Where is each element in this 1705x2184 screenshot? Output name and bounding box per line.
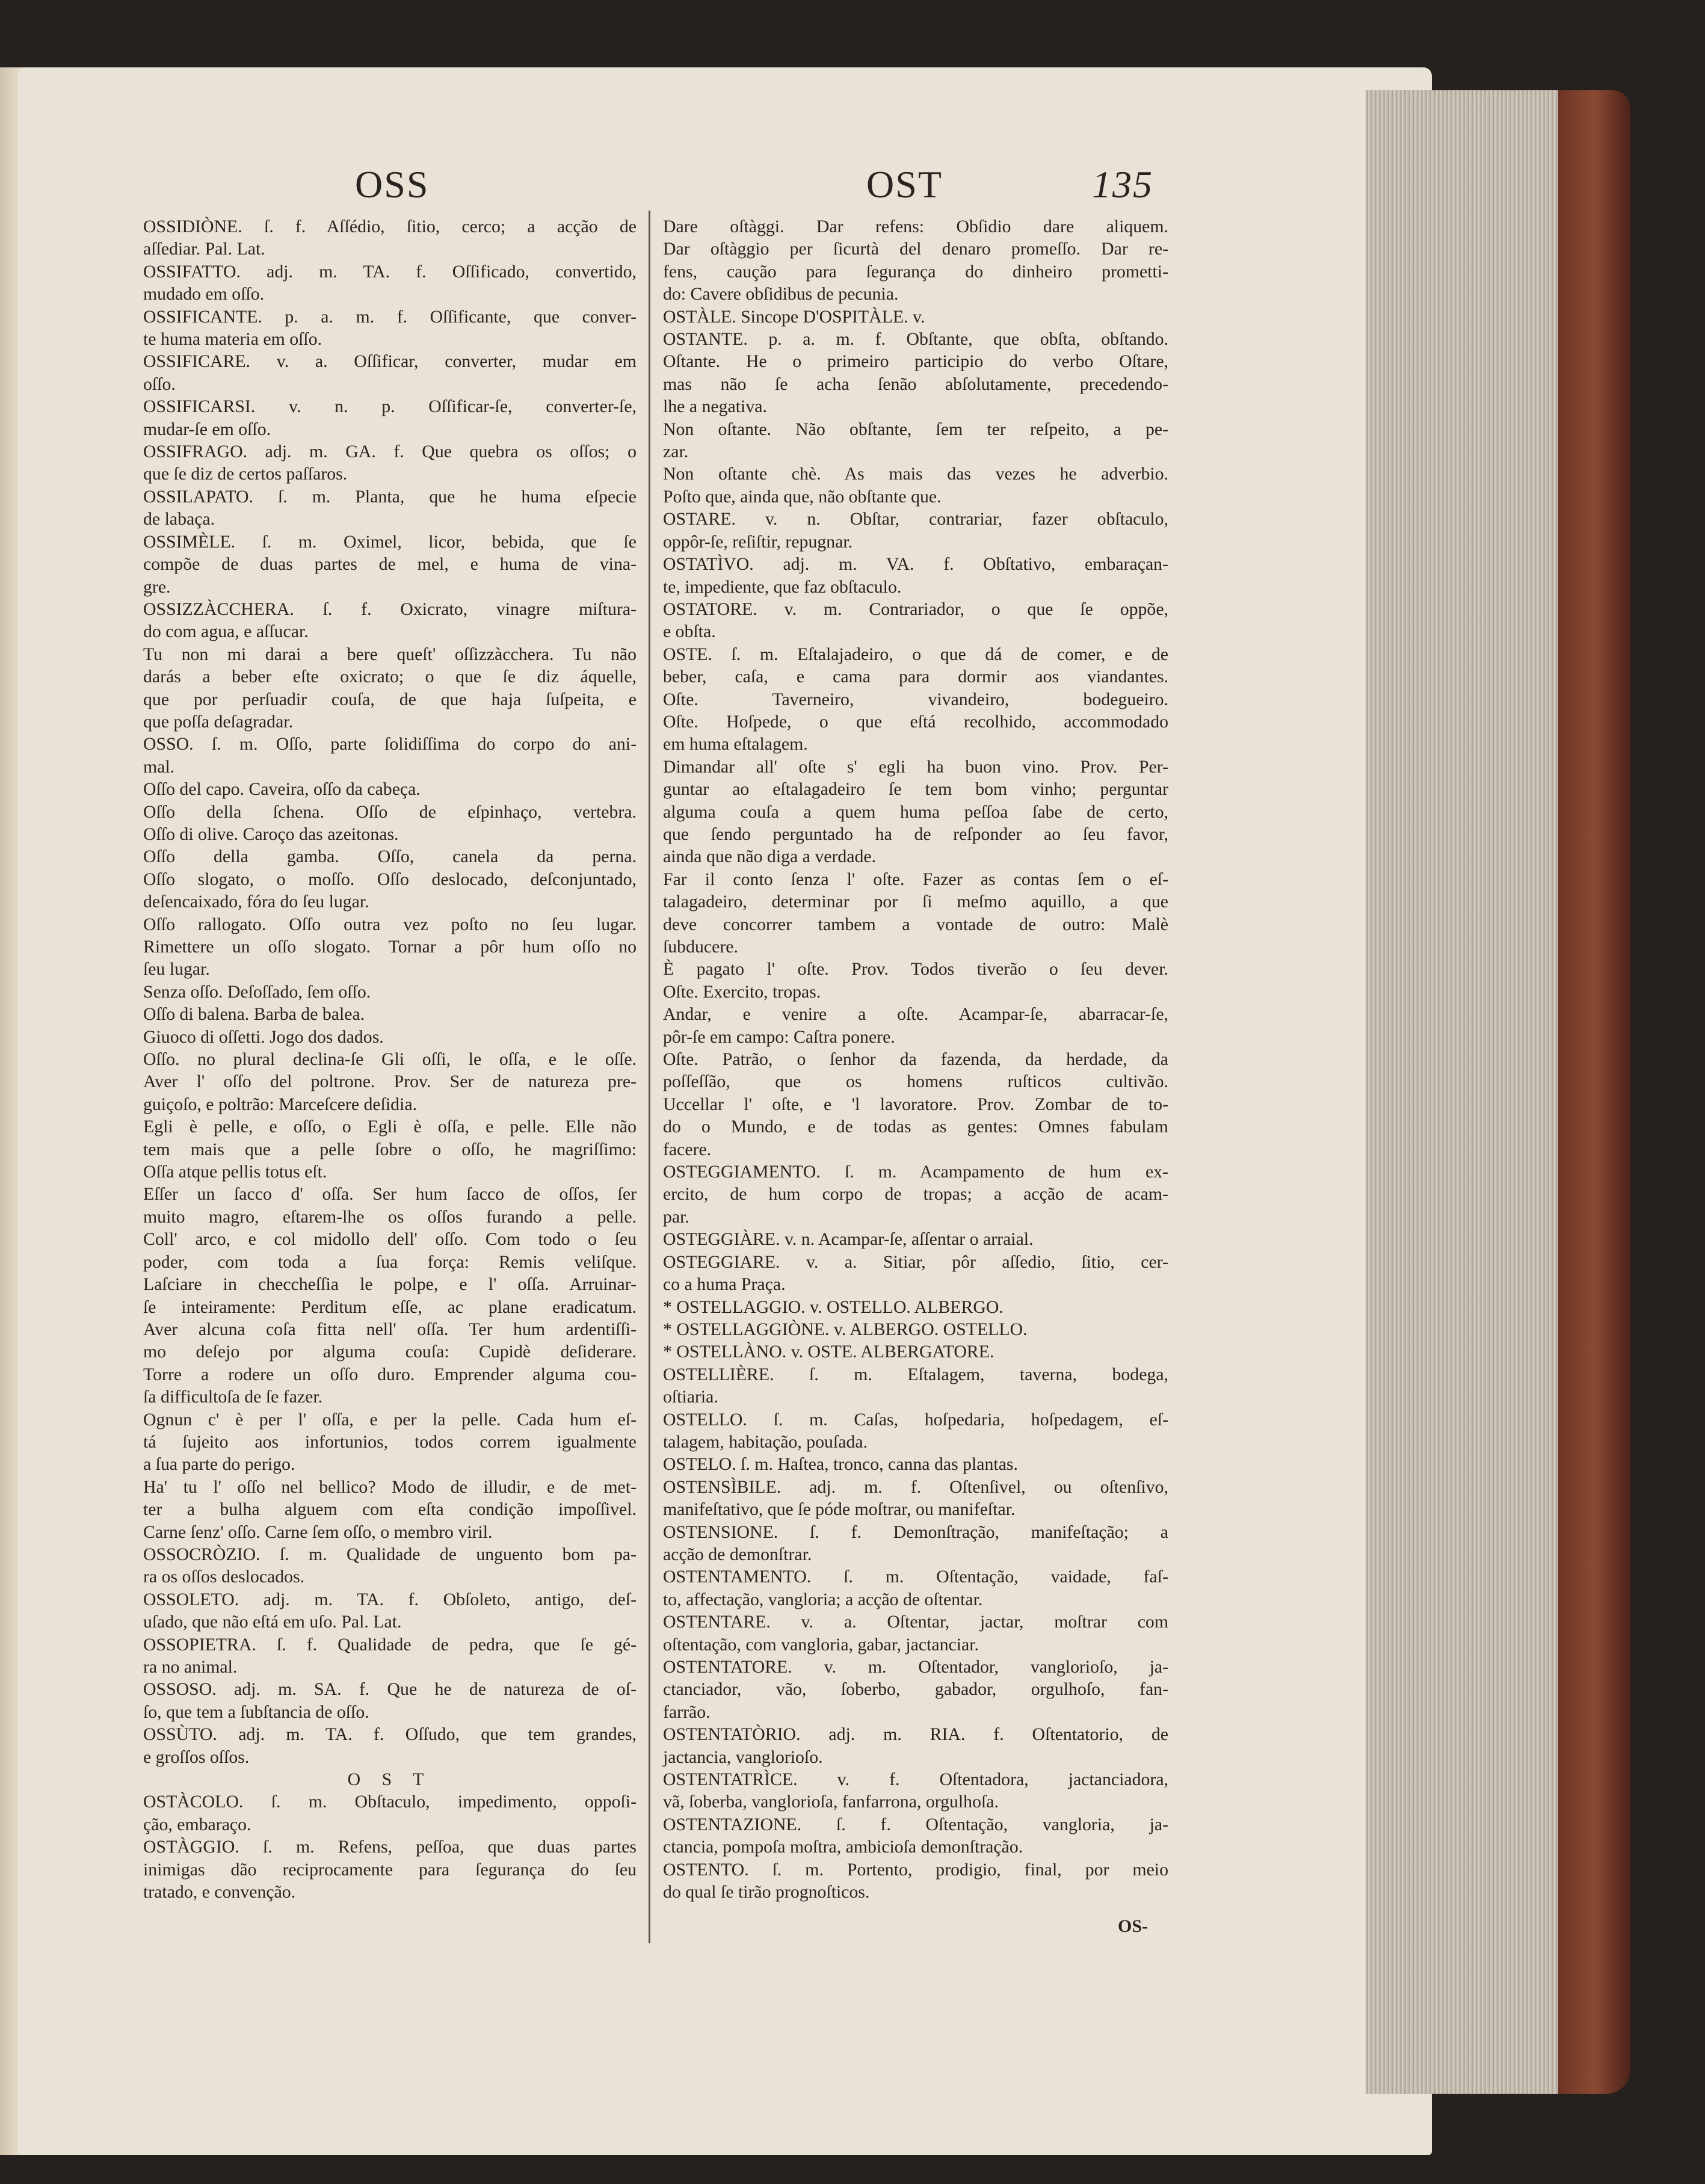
book-cover-edge [1558, 90, 1630, 2094]
text-line: Dare oſtàggi. Dar refens: Obſidio dare aliquem. [663, 217, 1168, 236]
text-line: È pagato l' oſte. Prov. Todos tiverão o ſeu dever. [663, 959, 1168, 979]
text-line: OSTENTO. ſ. m. Portento, prodigio, final, por meio [663, 1859, 1168, 1880]
text-line: lhe a negativa. [663, 396, 767, 417]
text-line: Oſſo rallogato. Oſſo outra vez poſto no ſeu lugar. [143, 914, 637, 934]
text-line: Non oſtante. Não obſtante, ſem ter reſpeito, a pe- [663, 419, 1168, 439]
text-line: Senza oſſo. Deſoſſado, ſem oſſo. [143, 981, 371, 1002]
text-line: alguma couſa a quem huma peſſoa ſabe de certo, [663, 801, 1168, 822]
text-line: OSTATORE. v. m. Contrariador, o que ſe oppõe, [663, 599, 1168, 619]
text-line: OSTELLIÈRE. ſ. m. Eſtalagem, taverna, bodega, [663, 1364, 1168, 1384]
text-line: mudado em oſſo. [143, 284, 265, 304]
text-line: em huma eſtalagem. [663, 734, 808, 754]
text-line: * OSTELLAGGIÒNE. v. ALBERGO. OSTELLO. [663, 1319, 1028, 1339]
text-line: OSSIFICARSI. v. n. p. Oſſificar-ſe, converter-ſe, [143, 396, 637, 417]
text-line: deve concorrer tambem a vontade de outro: Malè [663, 914, 1168, 934]
text-line: OSTEGGIÀRE. v. n. Acampar-ſe, aſſentar o arraial. [663, 1229, 1034, 1250]
text-line: mal. [143, 756, 175, 777]
text-line: do com agua, e aſſucar. [143, 622, 309, 642]
text-line: OSTELLO. ſ. m. Caſas, hoſpedaria, hoſpedagem, eſ- [663, 1409, 1168, 1430]
text-line: OSSIFICANTE. p. a. m. f. Oſſificante, que conver- [143, 306, 637, 327]
text-line: que ſe diz de certos paſſaros. [143, 464, 348, 484]
page-number: 135 [1092, 163, 1153, 206]
text-line: OSTENTAZIONE. ſ. f. Oſtentação, vangloria, ja- [663, 1814, 1168, 1834]
column-divider [649, 211, 650, 1943]
text-line: inimigas dão reciprocamente para ſegurança do ſeu [143, 1859, 637, 1880]
text-line: Oſſo della ſchena. Oſſo de eſpinhaço, vertebra. [143, 801, 637, 822]
text-line: do: Cavere obſidibus de pecunia. [663, 284, 899, 304]
text-line: ſe inteiramente: Perditum eſſe, ac plane eradicatum. [143, 1297, 637, 1317]
text-line: oppôr-ſe, reſiſtir, repugnar. [663, 531, 853, 552]
text-line: muito magro, eſtarem-lhe os oſſos furando a pelle. [143, 1206, 637, 1227]
text-line: aſſediar. Pal. Lat. [143, 239, 265, 259]
text-line: OSTENTATÒRIO. adj. m. RIA. f. Oſtentatorio, de [663, 1724, 1168, 1745]
text-line: talagem, habitação, pouſada. [663, 1431, 868, 1452]
text-line: OSTARE. v. n. Obſtar, contrariar, fazer obſtaculo, [663, 509, 1168, 529]
text-line: OSTENSIONE. ſ. f. Demonſtração, manifeſtação; a [663, 1522, 1168, 1542]
text-line: OSTÀCOLO. ſ. m. Obſtaculo, impedimento, oppoſi- [143, 1792, 637, 1812]
text-line: Rimettere un oſſo slogato. Tornar a pôr hum oſſo no [143, 937, 637, 957]
text-line: OSSOSO. adj. m. SA. f. Que he de natureza de oſ- [143, 1679, 637, 1700]
text-line: ra os oſſos deslocados. [143, 1567, 305, 1587]
text-line: Oſte. Patrão, o ſenhor da fazenda, da herdade, da [663, 1049, 1168, 1070]
text-line: acção de demonſtrar. [663, 1544, 812, 1564]
catchword: OS- [1118, 1916, 1148, 1936]
text-line: e obſta. [663, 622, 716, 642]
text-line: do qual ſe tirão prognoſticos. [663, 1882, 870, 1902]
text-line: OSSIDIÒNE. ſ. f. Aſſédio, ſitio, cerco; a acção de [143, 217, 637, 236]
text-line: ainda que não diga a verdade. [663, 847, 877, 867]
text-line: Laſciare in checcheſſia le polpe, e l' oſſa. Arruinar- [143, 1274, 637, 1295]
text-line: to, affectação, vangloria; a acção de oſtentar. [663, 1589, 983, 1609]
text-line: ção, embaraço. [143, 1814, 251, 1834]
text-line: OSSIFRAGO. adj. m. GA. f. Que quebra os oſſos; o [143, 442, 637, 462]
text-line: Oſſo del capo. Caveira, oſſo da cabeça. [143, 779, 421, 800]
text-line: OSTENTAMENTO. ſ. m. Oſtentação, vaidade, faſ- [663, 1567, 1168, 1587]
text-line: Aver alcuna coſa fitta nell' oſſa. Ter hum ardentiſſi- [143, 1319, 637, 1339]
text-line: tratado, e convenção. [143, 1882, 296, 1902]
text-line: Uccellar l' oſte, e 'l lavoratore. Prov. Zombar de to- [663, 1094, 1168, 1114]
text-line: OSTEGGIAMENTO. ſ. m. Acampamento de hum ex- [663, 1162, 1168, 1182]
text-line: OSSIFATTO. adj. m. TA. f. Oſſificado, convertido, [143, 261, 637, 282]
text-line: Ha' tu l' oſſo nel bellico? Modo de illudir, e de met- [143, 1476, 637, 1497]
text-line: Dar oſtàggio per ſicurtà del denaro promeſſo. Dar re- [663, 239, 1168, 259]
text-line: ra no animal. [143, 1657, 238, 1677]
text-line: Oſte. Exercito, tropas. [663, 981, 821, 1002]
text-line: de labaça. [143, 509, 215, 529]
book-fore-edge [1366, 90, 1576, 2094]
text-line: que ſendo perguntado ha de reſponder ao ſeu favor, [663, 824, 1168, 844]
text-line: OSTENTARE. v. a. Oſtentar, jactar, moſtrar com [663, 1612, 1168, 1632]
text-line: manifeſtativo, que ſe póde moſtrar, ou manifeſtar. [663, 1499, 1016, 1520]
text-line: ctanciador, vão, ſoberbo, gabador, orgulhoſo, fan- [663, 1679, 1168, 1700]
text-line: ctancia, pompoſa moſtra, ambicioſa demonſtração. [663, 1837, 1023, 1857]
left-column [143, 215, 637, 1903]
text-line: do o Mundo, e de todas as gentes: Omnes fabulam [663, 1117, 1168, 1137]
text-line: que por perſuadir couſa, de que haja ſuſpeita, e [143, 689, 637, 709]
text-line: Andar, e venire a oſte. Acampar-ſe, abarracar-ſe, [663, 1004, 1168, 1025]
text-line: uſado, que não eſtá em uſo. Pal. Lat. [143, 1612, 402, 1632]
text-line: fens, caução para ſegurança do dinheiro prometti- [663, 261, 1168, 282]
text-line: ſa difficultoſa de ſe fazer. [143, 1387, 323, 1407]
text-line: facere. [663, 1139, 712, 1159]
text-line: poſſeſſão, que os homens ruſticos cultivão. [663, 1072, 1168, 1092]
text-line: OSSOCRÒZIO. ſ. m. Qualidade de unguento bom pa- [143, 1544, 637, 1564]
text-line: OSTENSÌBILE. adj. m. f. Oſtenſivel, ou oſtenſivo, [663, 1476, 1168, 1497]
text-line: O S T [347, 1769, 433, 1790]
text-line: mas não ſe acha ſenão abſolutamente, precedendo- [663, 374, 1168, 394]
text-line: mo deſejo por alguma couſa: Cupidè deſiderare. [143, 1342, 637, 1362]
text-line: vã, ſoberba, vanglorioſa, fanfarrona, orgulhoſa. [663, 1792, 999, 1812]
text-line: Oſſo di balena. Barba de balea. [143, 1004, 365, 1025]
text-line: Aver l' oſſo del poltrone. Prov. Ser de natureza pre- [143, 1072, 637, 1092]
text-line: te huma materia em oſſo. [143, 329, 322, 350]
text-line: OSSOPIETRA. ſ. f. Qualidade de pedra, que ſe gé- [143, 1634, 637, 1655]
text-line: * OSTELLÀNO. v. OSTE. ALBERGATORE. [663, 1342, 994, 1362]
text-line: a ſua parte do perigo. [143, 1454, 295, 1475]
text-line: Torre a rodere un oſſo duro. Emprender alguma cou- [143, 1364, 637, 1384]
text-line: OSSÙTO. adj. m. TA. f. Oſſudo, que tem grandes, [143, 1724, 637, 1745]
text-line: OSSIZZÀCCHERA. ſ. f. Oxicrato, vinagre miſtura- [143, 599, 637, 619]
text-line: tem mais que a pelle ſobre o oſſo, he magriſſimo: [143, 1139, 637, 1159]
text-line: ercito, de hum corpo de tropas; a acção de acam- [663, 1184, 1168, 1205]
text-line: Oſſa atque pellis totus eſt. [143, 1162, 327, 1182]
text-line: gre. [143, 576, 171, 597]
text-line: ter a bulha alguem com eſta condição impoſſivel. [143, 1499, 637, 1520]
text-line: Tu non mi darai a bere queſt' oſſizzàcchera. Tu não [143, 644, 637, 664]
text-line: te, impediente, que faz obſtaculo. [663, 576, 902, 597]
text-line: pôr-ſe em campo: Caſtra ponere. [663, 1026, 895, 1047]
text-line: OSSO. ſ. m. Oſſo, parte ſolidiſſima do corpo do ani- [143, 734, 637, 754]
text-line: OSTÀLE. Sincope D'OSPITÀLE. v. [663, 306, 925, 327]
text-line: e groſſos oſſos. [143, 1747, 250, 1767]
text-line: OSSILAPATO. ſ. m. Planta, que he huma eſpecie [143, 486, 637, 507]
text-line: Carne ſenz' oſſo. Carne ſem oſſo, o membro viril. [143, 1522, 493, 1542]
text-line: beber, caſa, e cama para dormir aos viandantes. [663, 667, 1168, 687]
text-line: OSTE. ſ. m. Eſtalajadeiro, o que dá de comer, e de [663, 644, 1168, 664]
text-line: Coll' arco, e col midollo dell' oſſo. Com todo o ſeu [143, 1229, 637, 1250]
text-line: compõe de duas partes de mel, e huma de vina- [143, 554, 637, 575]
text-line: Oſtante. He o primeiro participio do verbo Oſtare, [663, 351, 1168, 372]
text-line: Eſſer un ſacco d' oſſa. Ser hum ſacco de oſſos, ſer [143, 1184, 637, 1205]
text-line: OSSIMÈLE. ſ. m. Oximel, licor, bebida, que ſe [143, 531, 637, 552]
text-line: Oſte. Hoſpede, o que eſtá recolhido, accommodado [663, 711, 1168, 732]
text-line: Oſſo slogato, o moſſo. Oſſo deslocado, deſconjuntado, [143, 869, 637, 889]
text-line: jactancia, vanglorioſo. [663, 1747, 823, 1767]
text-line: talagadeiro, determinar por ſi meſmo aquillo, a que [663, 892, 1168, 912]
text-line: ſo, que tem a ſubſtancia de oſſo. [143, 1701, 369, 1722]
text-line: Oſſo di olive. Caroço das azeitonas. [143, 824, 399, 844]
text-line: oſſo. [143, 374, 176, 394]
text-line: OSTENTATORE. v. m. Oſtentador, vanglorioſo, ja- [663, 1657, 1168, 1677]
text-line: Egli è pelle, e oſſo, o Egli è oſſa, e pelle. Elle não [143, 1117, 637, 1137]
text-line: OSTELO. ſ. m. Haſtea, tronco, canna das plantas. [663, 1454, 1018, 1475]
text-line: ſeu lugar. [143, 959, 210, 979]
text-line: Oſſo della gamba. Oſſo, canela da perna. [143, 847, 637, 867]
text-line: darás a beber eſte oxicrato; o que ſe diz áquelle, [143, 667, 637, 687]
text-line: Giuoco di oſſetti. Jogo dos dados. [143, 1026, 384, 1047]
text-line: * OSTELLAGGIO. v. OSTELLO. ALBERGO. [663, 1297, 1004, 1317]
text-line: poder, com toda a ſua força: Remis veliſque. [143, 1251, 637, 1272]
right-column [663, 215, 1168, 1903]
text-line: Far il conto ſenza l' oſte. Fazer as contas ſem o eſ- [663, 869, 1168, 889]
text-line: zar. [663, 442, 689, 462]
text-line: ſubducere. [663, 937, 738, 957]
text-line: Non oſtante chè. As mais das vezes he adverbio. [663, 464, 1168, 484]
text-line: co a huma Praça. [663, 1274, 786, 1295]
text-line: Ognun c' è per l' oſſa, e per la pelle. Cada hum eſ- [143, 1409, 637, 1430]
text-line: guntar ao eſtalagadeiro ſe tem bom vinho; perguntar [663, 779, 1168, 800]
running-head-left: OSS [355, 163, 430, 206]
text-line: tá ſujeito aos infortunios, todos correm igualmente [143, 1431, 637, 1452]
text-line: guiçoſo, e poltrão: Marceſcere deſidia. [143, 1094, 418, 1114]
text-line: Dimandar all' oſte s' egli ha buon vino. Prov. Per- [663, 756, 1168, 777]
text-line: OSTENTATRÌCE. v. f. Oſtentadora, jactanciadora, [663, 1769, 1168, 1790]
text-line: OSTEGGIARE. v. a. Sitiar, pôr aſſedio, ſitio, cer- [663, 1251, 1168, 1272]
text-line: OSTANTE. p. a. m. f. Obſtante, que obſta, obſtando. [663, 329, 1168, 350]
text-line: OSSOLETO. adj. m. TA. f. Obſoleto, antigo, deſ- [143, 1589, 637, 1609]
text-line: OSTÀGGIO. ſ. m. Refens, peſſoa, que duas partes [143, 1837, 637, 1857]
running-head-center: OST [866, 163, 943, 206]
text-line: farrão. [663, 1701, 711, 1722]
text-line: Poſto que, ainda que, não obſtante que. [663, 486, 942, 507]
text-line: par. [663, 1206, 689, 1227]
text-line: OSSIFICARE. v. a. Oſſificar, converter, mudar em [143, 351, 637, 372]
text-line: deſencaixado, fóra do ſeu lugar. [143, 892, 369, 912]
text-line: oſtentação, com vangloria, gabar, jactanciar. [663, 1634, 979, 1655]
text-line: que poſſa deſagradar. [143, 711, 294, 732]
text-line: oſtiaria. [663, 1387, 718, 1407]
text-line: Oſſo. no plural declina-ſe Gli oſſi, le oſſa, e le oſſe. [143, 1049, 637, 1070]
text-line: OSTATÌVO. adj. m. VA. f. Obſtativo, embaraçan- [663, 554, 1168, 575]
text-line: Oſte. Taverneiro, vivandeiro, bodegueiro. [663, 689, 1168, 709]
text-line: mudar-ſe em oſſo. [143, 419, 271, 439]
